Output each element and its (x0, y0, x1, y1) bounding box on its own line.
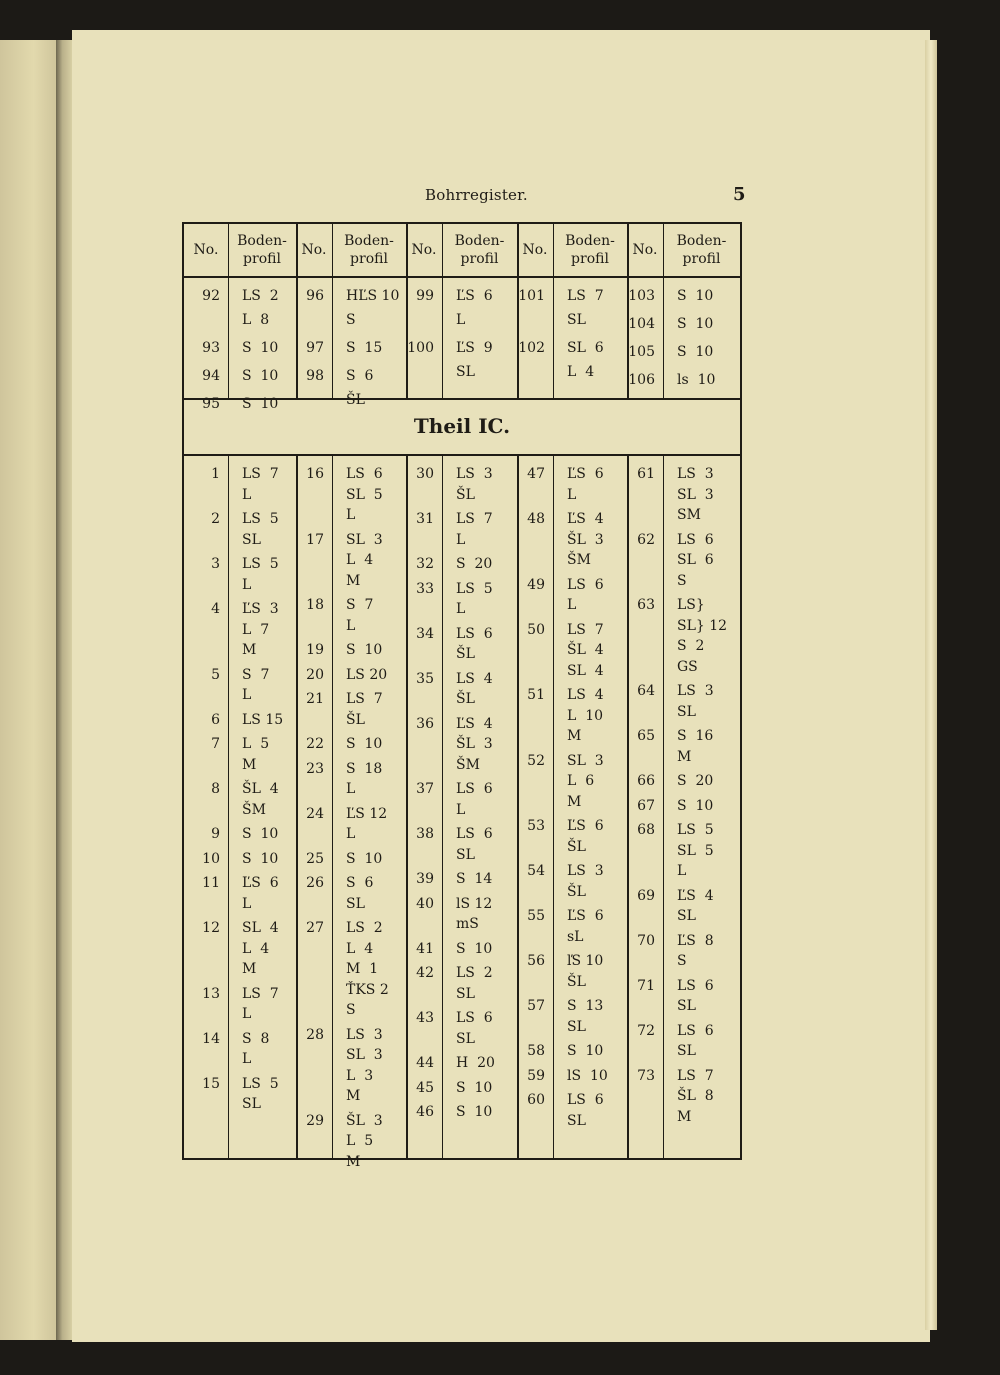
theil-soil-profile-line: L (242, 1051, 252, 1067)
top-soil-profile-line: SL 6 (567, 340, 604, 356)
header-no-label: No. (193, 242, 219, 258)
theil-entry-number: 46 (416, 1104, 434, 1120)
theil-entry-number: 31 (416, 511, 434, 527)
top-soil-profile-line: ŠL (346, 392, 365, 408)
theil-entry-number: 7 (211, 736, 220, 752)
theil-soil-profile-line: L 3 (346, 1067, 374, 1084)
borehole-register-table (182, 222, 742, 1170)
theil-soil-profile-line: ŠL 4 (567, 642, 604, 658)
theil-entry-number: 63 (637, 597, 655, 613)
header-no (406, 224, 442, 276)
theil-soil-profile-line: SL (346, 895, 365, 912)
theil-soil-profile-line: LS 5 (242, 1075, 279, 1092)
theil-soil-profile-line: M (677, 748, 692, 765)
theil-soil-profile-line: LS 6 (456, 625, 493, 642)
theil-soil-profile-line: LS 7 (242, 466, 279, 482)
theil-soil-profile-line: S 2 (677, 638, 705, 654)
theil-soil-profile-line: M (346, 1088, 361, 1104)
header-profile (332, 224, 406, 276)
theil-soil-profile-line: ŠL 3 (346, 1112, 383, 1129)
theil-entry-number: 55 (527, 908, 545, 924)
theil-entry-number: 13 (202, 985, 220, 1002)
theil-soil-profile-line: sL (567, 928, 584, 945)
theil-soil-profile-line: S 7 (346, 597, 374, 613)
theil-soil-profile-line: ŠL (346, 711, 365, 728)
top-soil-profile-line: S 10 (677, 288, 714, 304)
theil-entry-number: 22 (306, 736, 324, 752)
top-entry-number: 97 (306, 340, 324, 356)
top-entry-number: 106 (628, 372, 655, 388)
theil-soil-profile-line: LS 6 (456, 826, 493, 842)
theil-entry-number: 35 (416, 670, 434, 687)
theil-entry-number: 53 (527, 818, 545, 834)
theil-soil-profile-line: ĽS 4 (567, 511, 604, 527)
top-soil-profile-line: S 15 (346, 340, 383, 356)
running-head: Bohrregister. (425, 186, 528, 204)
theil-soil-profile-line: LS 7 (567, 621, 604, 638)
theil-entry-number: 57 (527, 998, 545, 1014)
theil-entry-number: 19 (306, 642, 324, 658)
top-entry-number: 103 (628, 288, 655, 304)
theil-soil-profile-line: SL 5 (677, 842, 714, 859)
theil-entry-number: 48 (527, 511, 545, 527)
theil-soil-profile-line: SL (242, 531, 261, 548)
theil-entry-number: 37 (416, 781, 434, 797)
theil-entry-number: 1 (211, 466, 220, 482)
theil-entry-number: 15 (202, 1075, 220, 1092)
top-entry-number: 94 (202, 368, 220, 384)
top-soil-profile-line: S 10 (677, 316, 714, 332)
theil-entry-number: 41 (416, 940, 434, 957)
theil-soil-profile-line: mS (456, 916, 479, 932)
header-no-label: No. (301, 242, 327, 258)
theil-entry-number: 69 (637, 887, 655, 904)
theil-soil-profile-line: SL (456, 1030, 475, 1047)
theil-soil-profile-line: ŤKS 2 (346, 981, 389, 998)
page-number: 5 (733, 184, 746, 205)
header-no-label: No. (522, 242, 548, 258)
theil-soil-profile-line: LS 3 (677, 683, 714, 699)
theil-entry-number: 51 (527, 687, 545, 703)
theil-entry-number: 66 (637, 773, 655, 789)
theil-entry-number: 6 (211, 711, 220, 728)
theil-soil-profile-line: L 4 (242, 940, 270, 957)
top-soil-profile-line: LS 7 (567, 288, 604, 304)
theil-entry-number: 56 (527, 953, 545, 969)
theil-entry-number: 36 (416, 715, 434, 732)
row-rule (184, 276, 740, 278)
theil-soil-profile-line: L (567, 486, 577, 503)
theil-soil-profile-line: SL (677, 908, 696, 924)
theil-soil-profile-line: LS 6 (346, 466, 383, 482)
column-rule (442, 224, 443, 1158)
theil-soil-profile-line: SL 6 (677, 552, 714, 568)
theil-entry-number: 45 (416, 1079, 434, 1096)
theil-soil-profile-line: M (567, 793, 582, 810)
theil-soil-profile-line: lS 12 (456, 895, 493, 912)
theil-soil-profile-line: LS 4 (567, 687, 604, 703)
theil-soil-profile-line: ŠL 8 (677, 1088, 714, 1104)
theil-soil-profile-line: L (242, 486, 252, 503)
theil-entry-number: 25 (306, 850, 324, 867)
theil-soil-profile-line: L (456, 531, 466, 548)
theil-soil-profile-line: LS 6 (567, 1092, 604, 1108)
theil-soil-profile-line: S 10 (346, 642, 383, 658)
header-profile-label: Boden- profil (237, 233, 287, 267)
theil-entry-number: 49 (527, 576, 545, 593)
theil-soil-profile-line: lS 10 (567, 1067, 608, 1084)
theil-soil-profile-line: M (242, 961, 257, 977)
theil-soil-profile-line: SL 3 (346, 531, 383, 548)
theil-soil-profile-line: SL (456, 985, 475, 1002)
theil-soil-profile-line: ŠL (456, 646, 475, 662)
theil-soil-profile-line: L 5 (346, 1133, 374, 1149)
theil-soil-profile-line: S 20 (677, 773, 714, 789)
top-entry-number: 105 (628, 344, 655, 360)
theil-soil-profile-line: LS 5 (677, 822, 714, 838)
top-entry-number: 101 (518, 288, 545, 304)
theil-soil-profile-line: LS 2 (346, 920, 383, 936)
theil-soil-profile-line: LS 5 (242, 511, 279, 527)
theil-soil-profile-line: LS 3 (456, 466, 493, 482)
row-rule (184, 454, 740, 456)
theil-soil-profile-line: LS 5 (242, 556, 279, 572)
theil-entry-number: 34 (416, 625, 434, 642)
top-soil-profile-line: SL (456, 364, 475, 380)
theil-soil-profile-line: LS 6 (677, 531, 714, 548)
theil-soil-profile-line: L (242, 895, 252, 912)
header-no (296, 224, 332, 276)
theil-entry-number: 68 (637, 822, 655, 838)
theil-entry-number: 40 (416, 895, 434, 912)
theil-soil-profile-line: SL 3 (346, 1047, 383, 1063)
theil-soil-profile-line: SM (677, 507, 701, 523)
theil-soil-profile-line: SL 5 (346, 486, 383, 503)
theil-entry-number: 71 (637, 977, 655, 994)
theil-soil-profile-line: L 10 (567, 707, 604, 724)
theil-entry-number: 14 (202, 1030, 220, 1047)
theil-soil-profile-line: L (242, 687, 252, 703)
top-soil-profile-line: L 8 (242, 312, 270, 328)
theil-entry-number: 17 (306, 531, 324, 548)
theil-soil-profile-line: ŠL (456, 691, 475, 707)
theil-soil-profile-line: SL} 12 (677, 617, 728, 634)
theil-soil-profile-line: LS 3 (346, 1026, 383, 1043)
theil-soil-profile-line: H 20 (456, 1055, 495, 1071)
theil-soil-profile-line: S 10 (677, 797, 714, 814)
top-soil-profile-line: S 10 (242, 368, 279, 384)
theil-soil-profile-line: LS 7 (677, 1067, 714, 1084)
top-soil-profile-line: ĽS 9 (456, 340, 493, 356)
theil-entry-number: 60 (527, 1092, 545, 1108)
column-rule (332, 224, 333, 1158)
theil-entry-number: 20 (306, 666, 324, 683)
column-rule (228, 224, 229, 1158)
theil-soil-profile-line: L 7 (242, 621, 270, 638)
theil-soil-profile-line: S (677, 953, 687, 969)
theil-entry-number: 21 (306, 691, 324, 707)
theil-soil-profile-line: SL 4 (242, 920, 279, 936)
theil-soil-profile-line: S 10 (456, 940, 493, 957)
left-page-edge (0, 40, 56, 1340)
theil-soil-profile-line: ĽS 3 (242, 601, 279, 617)
theil-soil-profile-line: M (242, 756, 257, 773)
theil-soil-profile-line: LS 6 (677, 1022, 714, 1039)
theil-soil-profile-line: LS 5 (456, 580, 493, 597)
theil-soil-profile-line: LS 2 (456, 965, 493, 981)
theil-soil-profile-line: LS 15 (242, 711, 284, 728)
header-profile (553, 224, 627, 276)
theil-soil-profile-line: S 8 (242, 1030, 270, 1047)
theil-entry-number: 65 (637, 728, 655, 744)
header-profile (442, 224, 517, 276)
theil-soil-profile-line: S 13 (567, 998, 604, 1014)
theil-entry-number: 72 (637, 1022, 655, 1039)
theil-soil-profile-line: SL (677, 703, 696, 720)
header-no-label: No. (411, 242, 437, 258)
theil-entry-number: 47 (527, 466, 545, 482)
theil-entry-number: 18 (306, 597, 324, 613)
top-soil-profile-line: HĽS 10 (346, 288, 400, 304)
theil-soil-profile-line: ŠL (567, 883, 586, 900)
theil-soil-profile-line: S 10 (242, 826, 279, 842)
header-no (517, 224, 553, 276)
theil-soil-profile-line: L (567, 597, 577, 613)
top-soil-profile-line: SL (567, 312, 586, 328)
theil-entry-number: 54 (527, 863, 545, 879)
top-soil-profile-line: S 6 (346, 368, 374, 384)
theil-soil-profile-line: M (346, 1153, 361, 1170)
theil-soil-profile-line: L (242, 576, 252, 593)
header-no-label: No. (632, 242, 658, 258)
header-profile-label: Boden- profil (565, 233, 615, 267)
theil-soil-profile-line: ĽS 6 (567, 466, 604, 482)
theil-soil-profile-line: S 10 (567, 1043, 604, 1059)
theil-soil-profile-line: S 10 (346, 850, 383, 867)
theil-soil-profile-line: ŠL 3 (567, 531, 604, 548)
header-profile-label: Boden- profil (454, 233, 505, 267)
theil-entry-number: 43 (416, 1010, 434, 1026)
theil-entry-number: 30 (416, 466, 434, 482)
theil-entry-number: 42 (416, 965, 434, 981)
theil-soil-profile-line: ŠL (567, 973, 586, 990)
theil-entry-number: 27 (306, 920, 324, 936)
theil-soil-profile-line: S 14 (456, 871, 493, 887)
top-soil-profile-line: S (346, 312, 356, 328)
theil-soil-profile-line: ĽS 6 (567, 908, 604, 924)
theil-soil-profile-line: ľS 10 (567, 953, 604, 969)
theil-soil-profile-line: S 10 (456, 1104, 493, 1120)
theil-soil-profile-line: GS (677, 658, 698, 675)
top-soil-profile-line: S 10 (242, 340, 279, 356)
theil-soil-profile-line: L (677, 863, 687, 879)
theil-soil-profile-line: L 6 (567, 773, 595, 789)
theil-soil-profile-line: ŠM (456, 756, 480, 773)
theil-soil-profile-line: ŠL (456, 486, 475, 503)
theil-entry-number: 5 (211, 666, 220, 683)
theil-entry-number: 2 (211, 511, 220, 527)
theil-entry-number: 33 (416, 580, 434, 597)
theil-entry-number: 61 (637, 466, 655, 482)
theil-entry-number: 73 (637, 1067, 655, 1084)
top-soil-profile-line: ĽS 6 (456, 288, 493, 304)
theil-entry-number: 4 (211, 601, 220, 617)
theil-soil-profile-line: LS} (677, 597, 705, 613)
theil-soil-profile-line: ŠM (567, 552, 591, 568)
top-entry-number: 100 (407, 340, 434, 356)
theil-soil-profile-line: LS 4 (456, 670, 493, 687)
theil-soil-profile-line: M (346, 572, 361, 589)
theil-soil-profile-line: S 10 (242, 850, 279, 867)
top-entry-number: 102 (518, 340, 545, 356)
theil-entry-number: 3 (211, 556, 220, 572)
theil-soil-profile-line: LS 6 (456, 1010, 493, 1026)
theil-entry-number: 12 (202, 920, 220, 936)
theil-entry-number: 24 (306, 805, 324, 822)
theil-entry-number: 58 (527, 1043, 545, 1059)
theil-soil-profile-line: SL 3 (567, 752, 604, 769)
theil-soil-profile-line: S 10 (456, 1079, 493, 1096)
theil-soil-profile-line: L (242, 1006, 252, 1022)
top-soil-profile-line: ls 10 (677, 372, 716, 388)
header-profile-label: Boden- profil (344, 233, 394, 267)
theil-soil-profile-line: LS 6 (567, 576, 604, 593)
theil-entry-number: 67 (637, 797, 655, 814)
top-entry-number: 104 (628, 316, 655, 332)
theil-soil-profile-line: L 4 (346, 552, 374, 568)
theil-soil-profile-line: LS 6 (456, 781, 493, 797)
theil-soil-profile-line: S 6 (346, 875, 374, 891)
theil-soil-profile-line: S (346, 1002, 356, 1018)
theil-soil-profile-line: L (346, 826, 356, 842)
theil-entry-number: 16 (306, 466, 324, 482)
theil-soil-profile-line: LS 7 (346, 691, 383, 707)
top-soil-profile-line: L (456, 312, 466, 328)
theil-soil-profile-line: ĽS 12 (346, 805, 388, 822)
theil-soil-profile-line: LS 6 (677, 977, 714, 994)
theil-soil-profile-line: ŠL (567, 838, 586, 855)
top-entry-number: 98 (306, 368, 324, 384)
theil-soil-profile-line: L 4 (346, 940, 374, 957)
theil-entry-number: 28 (306, 1026, 324, 1043)
theil-soil-profile-line: ŠL 3 (456, 736, 493, 752)
theil-entry-number: 62 (637, 531, 655, 548)
theil-soil-profile-line: S (677, 572, 687, 589)
theil-soil-profile-line: S 7 (242, 666, 270, 683)
theil-soil-profile-line: M (567, 728, 582, 744)
theil-soil-profile-line: SL (456, 846, 475, 863)
theil-soil-profile-line: LS 7 (456, 511, 493, 527)
theil-soil-profile-line: ĽS 4 (677, 887, 714, 904)
theil-entry-number: 29 (306, 1112, 324, 1129)
top-soil-profile-line: S 10 (677, 344, 714, 360)
theil-soil-profile-line: SL 3 (677, 486, 714, 503)
book-gutter (56, 40, 72, 1340)
theil-soil-profile-line: L (346, 507, 356, 523)
theil-soil-profile-line: LS 7 (242, 985, 279, 1002)
theil-soil-profile-line: SL (242, 1096, 261, 1112)
header-profile (663, 224, 740, 276)
theil-soil-profile-line: L (346, 617, 356, 634)
theil-entry-number: 39 (416, 871, 434, 887)
top-entry-number: 93 (202, 340, 220, 356)
top-soil-profile-line: LS 2 (242, 288, 279, 304)
top-entry-number: 95 (202, 396, 220, 412)
theil-soil-profile-line: M (677, 1108, 692, 1125)
header-no (627, 224, 663, 276)
theil-entry-number: 70 (637, 932, 655, 949)
theil-soil-profile-line: M (242, 642, 257, 658)
theil-soil-profile-line: SL (677, 1043, 696, 1059)
theil-soil-profile-line: L (456, 601, 466, 617)
theil-soil-profile-line: S 16 (677, 728, 714, 744)
top-entry-number: 99 (416, 288, 434, 304)
theil-soil-profile-line: SL (677, 998, 696, 1014)
top-soil-profile-line: L 4 (567, 364, 595, 380)
header-no (184, 224, 228, 276)
theil-soil-profile-line: ŠL 4 (242, 781, 279, 797)
theil-entry-number: 32 (416, 556, 434, 572)
theil-entry-number: 44 (416, 1055, 434, 1071)
theil-soil-profile-line: L 5 (242, 736, 270, 752)
theil-soil-profile-line: ĽS 4 (456, 715, 493, 732)
theil-soil-profile-line: LS 3 (567, 863, 604, 879)
theil-entry-number: 9 (211, 826, 220, 842)
column-rule (663, 224, 664, 1158)
theil-entry-number: 52 (527, 752, 545, 769)
theil-soil-profile-line: S 10 (346, 736, 383, 752)
theil-soil-profile-line: SL (567, 1112, 586, 1129)
theil-soil-profile-line: M 1 (346, 961, 379, 977)
theil-entry-number: 64 (637, 683, 655, 699)
top-soil-profile-line: S 10 (242, 396, 279, 412)
theil-soil-profile-line: SL 4 (567, 662, 604, 679)
top-entry-number: 92 (202, 288, 220, 304)
theil-soil-profile-line: L (456, 801, 466, 818)
theil-entry-number: 26 (306, 875, 324, 891)
page-stack-edge (925, 40, 937, 1330)
theil-soil-profile-line: LS 3 (677, 466, 714, 482)
theil-entry-number: 8 (211, 781, 220, 797)
header-profile-label: Boden- profil (676, 233, 727, 267)
theil-entry-number: 11 (202, 875, 220, 891)
theil-soil-profile-line: S 18 (346, 760, 383, 777)
theil-soil-profile-line: SL (567, 1018, 586, 1035)
theil-soil-profile-line: ĽS 8 (677, 932, 714, 949)
section-title: Theil IC. (413, 414, 511, 438)
top-entry-number: 96 (306, 288, 324, 304)
theil-entry-number: 38 (416, 826, 434, 842)
column-rule (553, 224, 554, 1158)
theil-entry-number: 23 (306, 760, 324, 777)
header-profile (228, 224, 296, 276)
theil-soil-profile-line: ŠM (242, 801, 266, 818)
theil-soil-profile-line: S 20 (456, 556, 493, 572)
theil-soil-profile-line: ĽS 6 (242, 875, 279, 891)
theil-entry-number: 50 (527, 621, 545, 638)
theil-soil-profile-line: LS 20 (346, 666, 388, 683)
theil-entry-number: 10 (202, 850, 220, 867)
theil-soil-profile-line: ĽS 6 (567, 818, 604, 834)
theil-soil-profile-line: L (346, 781, 356, 797)
theil-entry-number: 59 (527, 1067, 545, 1084)
